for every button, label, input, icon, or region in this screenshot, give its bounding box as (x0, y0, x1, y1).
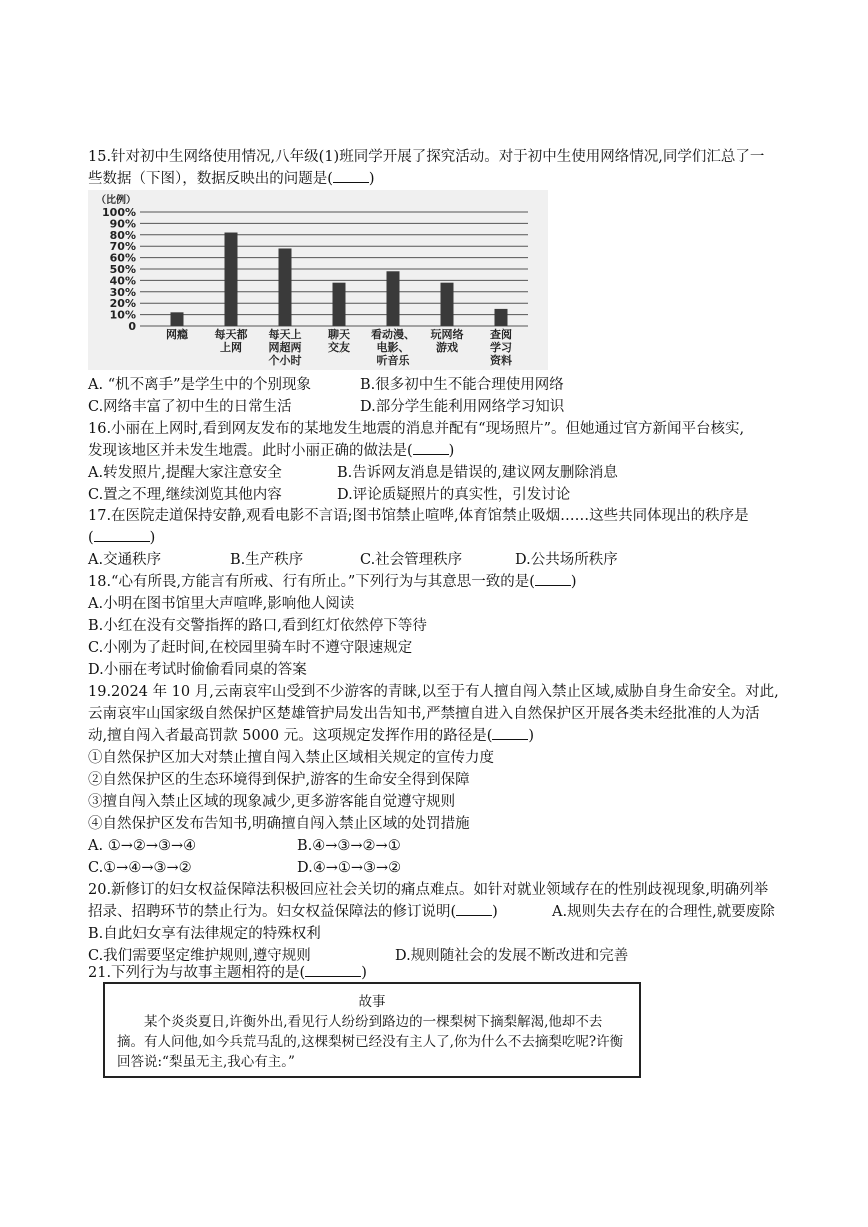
q16-paren-close: ) (448, 443, 455, 459)
chart-y-tick-label: 10% (109, 308, 136, 322)
q19-option-c: C.①→④→③→② (88, 860, 192, 876)
chart-bar (387, 271, 400, 326)
chart-y-axis-label: （比例） (96, 195, 136, 206)
chart-x-category-label: 聊天 (328, 328, 350, 341)
chart-bar (171, 312, 184, 326)
chart-x-category-label: 查阅 (490, 328, 512, 341)
chart-x-category-label: 网超两 (268, 341, 302, 354)
q15-stem-text: 些数据（下图），数据反映出的问题是( (88, 171, 333, 187)
chart-x-category-label: 电影、 (376, 341, 410, 354)
chart-y-tick-label: 50% (109, 263, 136, 276)
q16-option-b: B.告诉网友消息是错误的,建议网友删除消息 (337, 465, 618, 481)
q19-stem-line1: 19.2024 年 10 月,云南哀牢山受到不少游客的青睐,以至于有人擅自闯入禁止区域,威胁自身生命安全。对此, (88, 684, 779, 700)
q19-item-4: ④自然保护区发布告知书,明确擅自闯入禁止区域的处罚措施 (88, 816, 470, 832)
q20-stem-text: 招录、招聘环节的禁止行为。妇女权益保障法的修订说明( (88, 904, 457, 920)
q17-option-a: A.交通秩序 (88, 552, 162, 568)
chart-x-category-label: 听音乐 (376, 354, 410, 367)
q15-option-b: B.很多初中生不能合理使用网络 (360, 377, 564, 393)
q18-stem-line1 (88, 571, 788, 593)
q15-stem-line1: 15.针对初中生网络使用情况,八年级(1)班同学开展了探究活动。对于初中生使用网络情况,同学们汇总了一 (88, 149, 765, 165)
q17-option-c: C.社会管理秩序 (360, 552, 463, 568)
q17-stem-line1: 17.在医院走道保持安静,观看电影不言语;图书馆禁止喧哗,体育馆禁止吸烟……这些共同体现出的秩序是 (88, 508, 749, 524)
q18-option-b: B.小红在没有交警指挥的路口,看到红灯依然停下等待 (88, 618, 427, 634)
chart-y-tick-label: 60% (109, 251, 136, 265)
chart-y-tick-label: 100% (102, 206, 136, 219)
story-box (103, 982, 641, 1078)
chart-bar (225, 233, 238, 326)
chart-x-category-label: 玩网络 (430, 328, 464, 341)
chart-bar (333, 283, 346, 326)
chart-bar (441, 283, 454, 326)
q15-stem-line2 (88, 168, 788, 190)
q20-stem-line1: 20.新修订的妇女权益保障法积极回应社会关切的痛点难点。如针对就业领域存在的性别歧视现象,明确列举 (88, 882, 769, 898)
chart-x-category-label: 交友 (328, 341, 350, 354)
chart-y-tick-label: 70% (109, 240, 136, 254)
q17-option-d: D.公共场所秩序 (515, 552, 618, 568)
chart-y-tick-label: 90% (109, 217, 136, 231)
answer-blank (492, 725, 528, 740)
q17-paren-close: ) (149, 530, 156, 546)
q21-paren-close: ) (361, 965, 367, 981)
q20-option-b: B.自此妇女享有法律规定的特殊权利 (88, 926, 321, 942)
q19-stem-line3 (88, 725, 788, 747)
q19-option-b: B.④→③→②→① (297, 838, 401, 854)
chart-x-category-label: 上网 (220, 341, 242, 354)
chart-x-category-label: 每天都 (214, 328, 248, 341)
chart-x-category-label: 看动漫、 (371, 328, 415, 341)
chart-x-category-label: 游戏 (436, 341, 458, 354)
q19-item-3: ③擅自闯入禁止区域的现象减少,更多游客能自觉遵守规则 (88, 794, 456, 810)
answer-blank (456, 901, 492, 916)
q18-option-a: A.小明在图书馆里大声喧哗,影响他人阅读 (88, 596, 355, 612)
q19-stem-text: 动,擅自闯入者最高罚款 5000 元。这项规定发挥作用的路径是( (88, 728, 493, 744)
story-text: 某个炎炎夏日,许衡外出,看见行人纷纷到路边的一棵梨树下摘梨解渴,他却不去摘。有人问他,如今兵荒马乱的,这棵梨树已经没有主人了,你为什么不去摘梨吃呢?许衡回答说:“梨虽无主,我心有主。” (117, 1014, 624, 1070)
answer-blank (94, 527, 150, 542)
q16-option-a: A.转发照片,提醒大家注意安全 (88, 465, 282, 481)
chart-y-tick-label: 0 (128, 320, 136, 333)
chart-y-tick-label: 80% (109, 228, 136, 242)
q20-option-a: A.规则失去存在的合理性,就要废除 (552, 904, 775, 920)
q19-option-a: A. ①→②→③→④ (88, 838, 197, 854)
q18-stem-text: 18.“心有所畏,方能言有所戒、行有所止。”下列行为与其意思一致的是( (88, 574, 535, 590)
q15-option-a: A. “机不离手”是学生中的个别现象 (88, 377, 312, 393)
q19-stem-line2: 云南哀牢山国家级自然保护区楚雄管护局发出告知书,严禁擅自进入自然保护区开展各类未经批准的人为活 (88, 706, 760, 722)
q21-stem-line1 (88, 962, 788, 984)
chart-y-tick-label: 20% (109, 297, 136, 311)
q19-item-2: ②自然保护区的生态环境得到保护,游客的生命安全得到保障 (88, 772, 470, 788)
q16-option-c: C.置之不理,继续浏览其他内容 (88, 487, 282, 503)
q15-paren-close: ) (368, 171, 375, 187)
answer-blank (305, 962, 361, 977)
q17-option-b: B.生产秩序 (230, 552, 304, 568)
q19-paren-close: ) (528, 728, 535, 744)
story-title: 故事 (358, 994, 386, 1010)
q16-stem-line1: 16.小丽在上网时,看到网友发布的某地发生地震的消息并配有“现场照片”。但她通过官方新闻平台核实, (88, 421, 745, 437)
chart-y-tick-label: 40% (109, 274, 136, 288)
chart-y-tick-label: 30% (109, 285, 136, 299)
chart-x-category-label: 每天上 (268, 328, 302, 341)
chart-bar (495, 309, 508, 326)
q16-stem-line2 (88, 440, 788, 462)
q18-option-c: C.小刚为了赶时间,在校园里骑车时不遵守限速规定 (88, 640, 413, 656)
q18-option-d: D.小丽在考试时偷偷看同桌的答案 (88, 662, 307, 678)
q19-item-1: ①自然保护区加大对禁止擅自闯入禁止区域相关规定的宣传力度 (88, 750, 494, 766)
answer-blank (333, 168, 369, 183)
chart-x-category-label: 学习 (490, 341, 512, 354)
q17-paren-open: ( (88, 530, 94, 546)
answer-blank (413, 440, 449, 455)
q20-paren-close: ) (492, 904, 498, 920)
q15-bar-chart (88, 190, 548, 370)
answer-blank (535, 571, 571, 586)
q15-option-d: D.部分学生能利用网络学习知识 (360, 399, 565, 415)
q17-stem-line2 (88, 527, 788, 549)
q20-option-c: C.我们需要坚定维护规则,遵守规则 (88, 948, 311, 964)
q20-option-d: D.规则随社会的发展不断改进和完善 (395, 948, 629, 964)
chart-x-category-label: 个小时 (268, 354, 302, 367)
q21-stem-text: 21.下列行为与故事主题相符的是( (88, 965, 306, 981)
q15-option-c: C.网络丰富了初中生的日常生活 (88, 399, 292, 415)
chart-x-category-label: 网瘾 (166, 328, 188, 341)
chart-x-category-label: 资料 (490, 354, 512, 367)
q19-option-d: D.④→①→③→② (297, 860, 402, 876)
q18-paren-close: ) (570, 574, 577, 590)
chart-bar (279, 248, 292, 326)
q16-stem-text: 发现该地区并未发生地震。此时小丽正确的做法是( (88, 443, 413, 459)
q16-option-d: D.评论质疑照片的真实性，引发讨论 (337, 487, 571, 503)
